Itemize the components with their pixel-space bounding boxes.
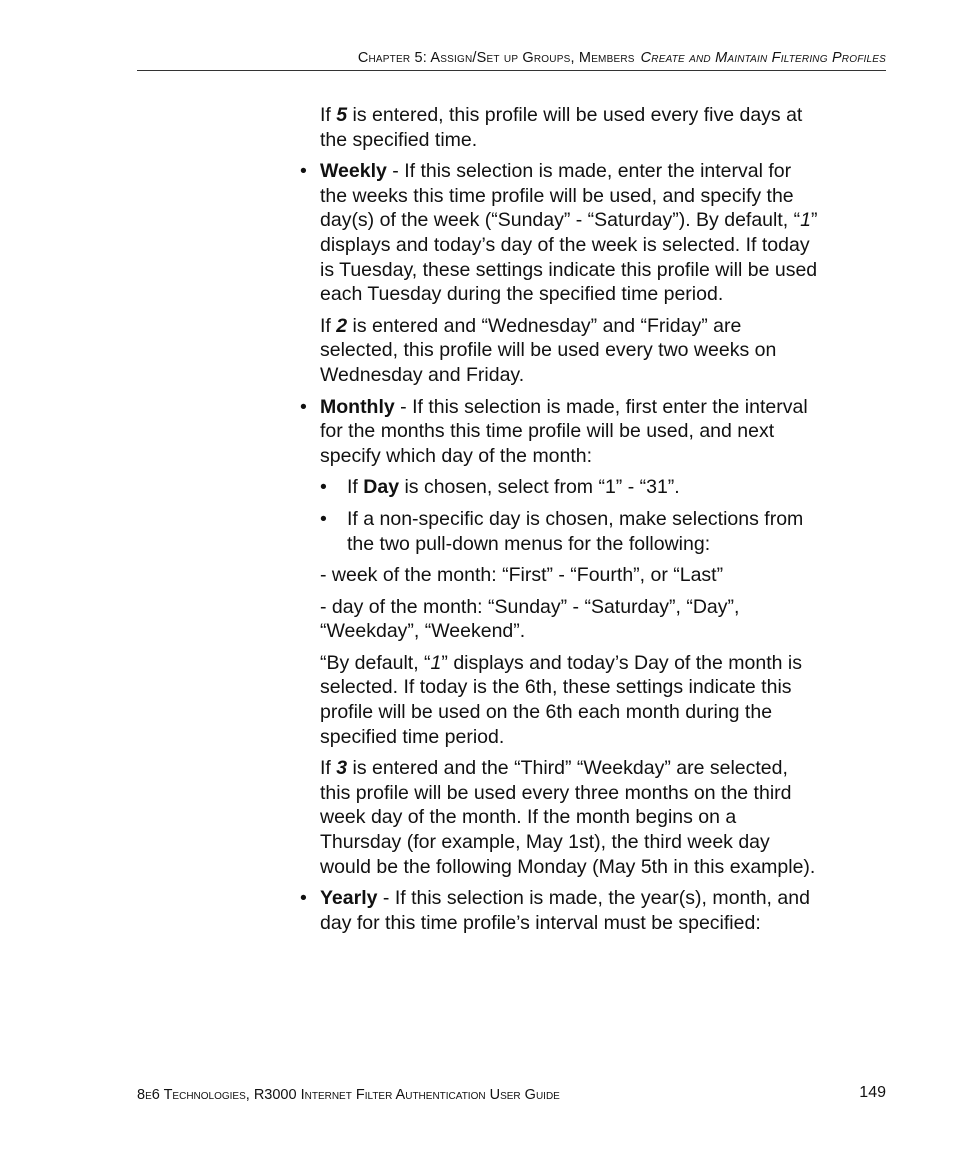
header-chapter: Chapter 5: Assign/Set up Groups, Members: [357, 50, 635, 66]
weekly-term: Weekly: [320, 160, 387, 183]
weekly-item: [300, 159, 820, 387]
yearly-description: Yearly - If this selection is made, the year(s), month, and day for this time profile’s interval must be specified:: [320, 887, 810, 934]
bullet: •: [300, 887, 307, 910]
sub-bullet: •: [320, 476, 327, 499]
monthly-term: Monthly: [320, 395, 395, 418]
weekly-description: Weekly - If this selection is made, enter the interval for the weeks this time profile will be used, and specify the day(s) of the week (“Sunday” - “Saturday”). By default, “1” displays and today’s day of the week is selected. If today is Tuesday, these settings indicate this profile will be used each Tuesday during the specified time period.: [320, 160, 818, 306]
day-of-month-options: - day of the month: “Sunday” - “Saturday”, “Day”, “Weekday”, “Weekend”.: [320, 595, 740, 643]
running-header: [137, 50, 886, 71]
monthly-item: [300, 395, 820, 880]
monthly-sub-item-day: • If Day is chosen, select from “1” - “31”.: [320, 476, 680, 499]
yearly-item: [300, 886, 820, 935]
week-of-month-options: - week of the month: “First” - “Fourth”, or “Last”: [320, 564, 724, 587]
footer-title: 8e6 Technologies, R3000 Internet Filter Authentication User Guide: [137, 1087, 560, 1103]
intro-paragraph: If 5 is entered, this profile will be used every five days at the specified time.: [320, 104, 803, 151]
page-number: 149: [859, 1084, 886, 1101]
body-content: [300, 103, 820, 942]
bullet: •: [300, 395, 307, 418]
bullet: •: [300, 160, 307, 183]
monthly-example: If 3 is entered and the “Third” “Weekday” are selected, this profile will be used every three months on the third week day of the month. If the month begins on a Thursday (for example, May 1st), the third week day would be the following Monday (May 5th in this example).: [320, 757, 816, 878]
monthly-sub-item-non-specific: • If a non-specific day is chosen, make selections from the two pull-down menus for the following:: [320, 507, 804, 555]
yearly-term: Yearly: [320, 887, 378, 910]
monthly-default: “By default, “1” displays and today’s Day of the month is selected. If today is the 6th, these settings indicate this profile will be used on the 6th each month during the specified time period.: [320, 651, 802, 748]
intro-number: 5: [336, 104, 348, 126]
header-section: Create and Maintain Filtering Profiles: [640, 50, 886, 66]
sub-bullet: •: [320, 507, 327, 530]
monthly-description: Monthly - If this selection is made, first enter the interval for the months this time profile will be used, and next specify which day of the month:: [320, 395, 808, 467]
weekly-example: If 2 is entered and “Wednesday” and “Friday” are selected, this profile will be used every two weeks on Wednesday and Friday.: [320, 314, 777, 386]
